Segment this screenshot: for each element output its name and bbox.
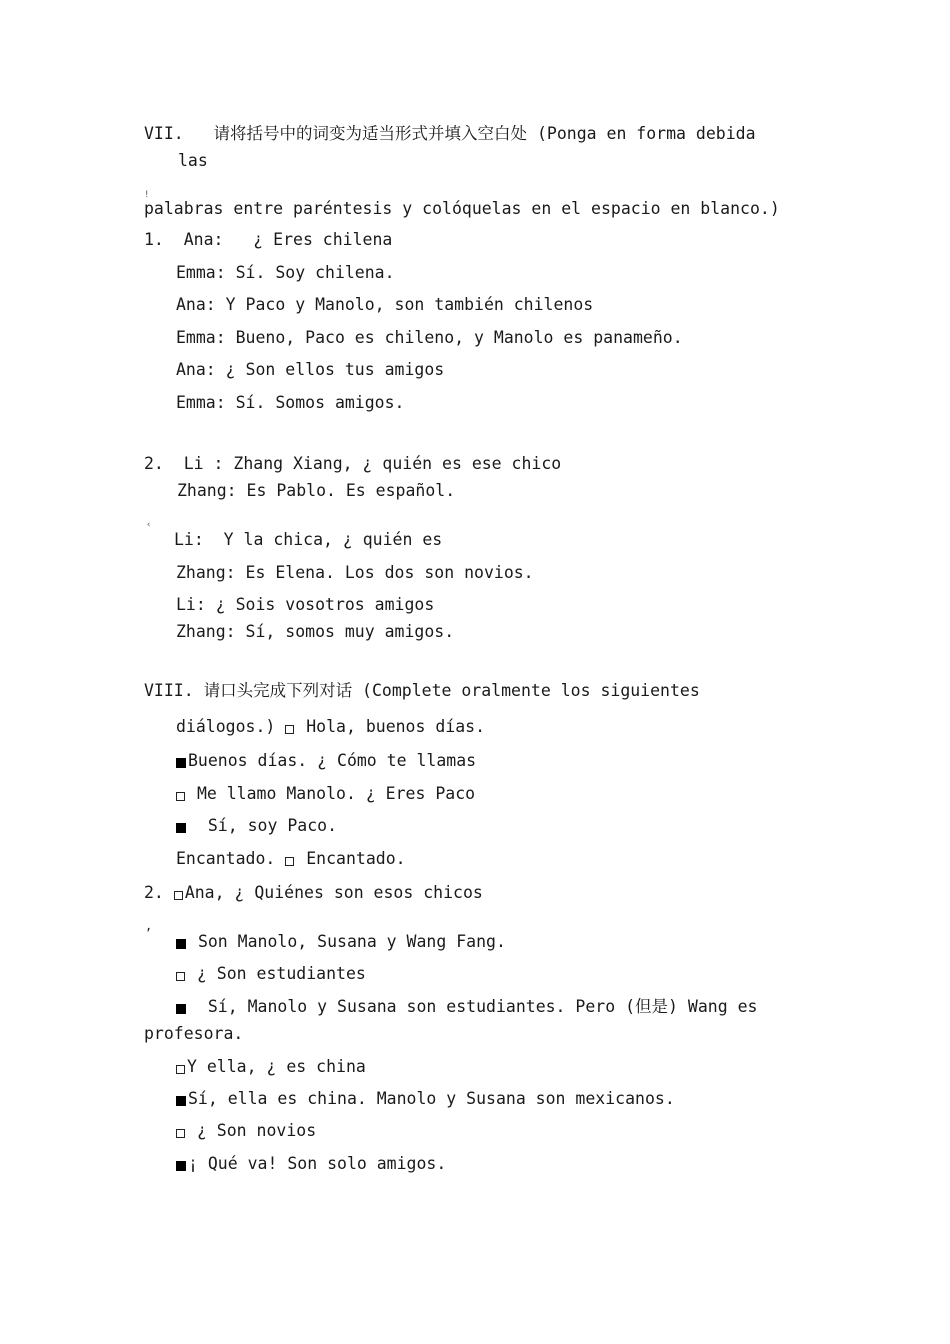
oral-dialogue-2-line-5: Y ella, ¿ es china	[176, 1057, 366, 1077]
dialogue-2-line-4: Zhang: Es Elena. Los dos son novios.	[176, 563, 534, 582]
empty-square-bullet	[176, 792, 185, 801]
dialogue-2-line-3: Li: Y la chica, ¿ quién es	[174, 530, 443, 549]
empty-square-bullet	[176, 1065, 185, 1074]
empty-square-bullet	[176, 1129, 185, 1138]
dialogue-2-line-6: Zhang: Sí, somos muy amigos.	[176, 622, 455, 641]
oral-dialogue-1-line-5: Encantado. Encantado.	[176, 849, 406, 868]
oral-dialogue-2-line-3: ¿ Son estudiantes	[176, 964, 366, 984]
filled-square-bullet	[176, 823, 186, 833]
dialogue-number: 2.	[144, 883, 164, 902]
section-8-heading: VIII. 请口头完成下列对话 (Complete oralmente los siguientes	[144, 681, 700, 700]
empty-square-bullet	[285, 857, 294, 866]
oral-dialogue-2-line-1: 2. Ana, ¿ Quiénes son esos chicos	[144, 883, 483, 902]
dialogue-2-line-1: 2. Li : Zhang Xiang, ¿ quién es ese chico	[144, 454, 562, 473]
oral-dialogue-1-line-3: Me llamo Manolo. ¿ Eres Paco	[176, 784, 475, 804]
oral-dialogue-2-line-4-cont: profesora.	[144, 1024, 244, 1043]
oral-dialogue-2-line-8: ¡ Qué va! Son solo amigos.	[176, 1154, 446, 1174]
filled-square-bullet	[176, 758, 186, 768]
oral-dialogue-1-line-1: diálogos.) Hola, buenos días.	[176, 717, 486, 736]
oral-dialogue-1-line-4: Sí, soy Paco.	[176, 816, 337, 836]
dialogue-2-line-5: Li: ¿ Sois vosotros amigos	[176, 595, 435, 614]
stray-mark: !	[144, 190, 150, 200]
oral-dialogue-2-line-2: Son Manolo, Susana y Wang Fang.	[176, 932, 506, 952]
stray-mark: ,	[145, 919, 153, 933]
dialogue-1-line-3: Ana: Y Paco y Manolo, son también chilenos	[176, 295, 594, 314]
filled-square-bullet	[176, 1004, 186, 1014]
stray-mark: ‹	[146, 520, 152, 530]
filled-square-bullet	[176, 1161, 186, 1171]
oral-dialogue-1-line-2: Buenos días. ¿ Cómo te llamas	[176, 751, 476, 771]
empty-square-bullet	[174, 891, 183, 900]
section-7-heading-cont: las	[178, 151, 208, 170]
dialogue-1-line-6: Emma: Sí. Somos amigos.	[176, 393, 405, 412]
heading-cont: diálogos.)	[176, 717, 276, 736]
dialogue-1-line-1: 1. Ana: ¿ Eres chilena	[144, 230, 393, 249]
oral-dialogue-2-line-6: Sí, ella es china. Manolo y Susana son mexicanos.	[176, 1089, 675, 1109]
oral-dialogue-2-line-4: Sí, Manolo y Susana son estudiantes. Pero (但是) Wang es	[176, 997, 757, 1017]
empty-square-bullet	[285, 725, 294, 734]
dialogue-2-line-2: Zhang: Es Pablo. Es español.	[177, 481, 456, 500]
section-7-heading-cont-2: palabras entre paréntesis y colóquelas en el espacio en blanco.)	[144, 199, 780, 218]
dialogue-1-line-5: Ana: ¿ Son ellos tus amigos	[176, 360, 445, 379]
filled-square-bullet	[176, 939, 186, 949]
oral-dialogue-2-line-7: ¿ Son novios	[176, 1121, 316, 1141]
section-7-heading: VII. 请将括号中的词变为适当形式并填入空白处 (Ponga en forma debida	[144, 124, 756, 143]
dialogue-1-line-2: Emma: Sí. Soy chilena.	[176, 263, 395, 282]
filled-square-bullet	[176, 1096, 186, 1106]
empty-square-bullet	[176, 972, 185, 981]
dialogue-1-line-4: Emma: Bueno, Paco es chileno, y Manolo es panameño.	[176, 328, 683, 347]
